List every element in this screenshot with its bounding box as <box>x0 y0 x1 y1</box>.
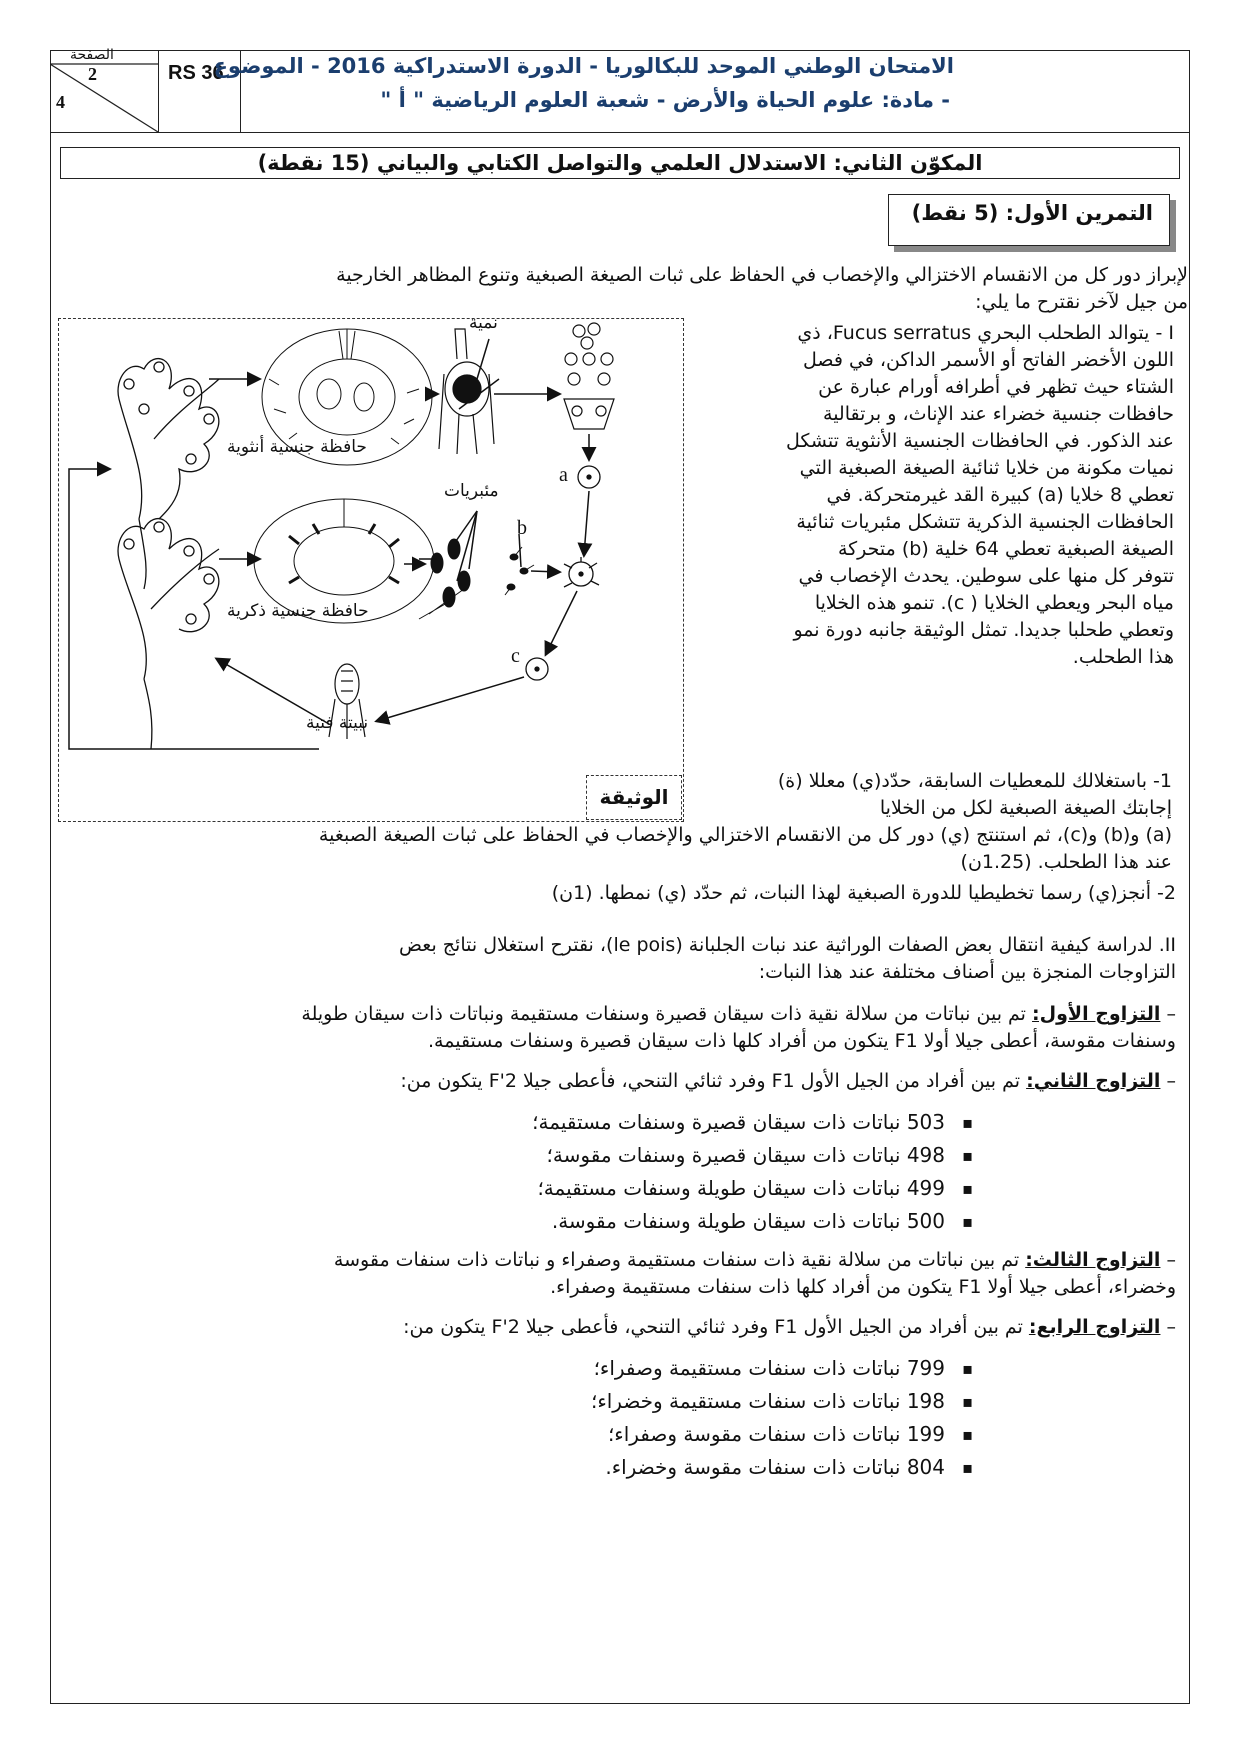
cross4-line1: – التزاوج الرابع: تم بين أفراد من الجيل الأول F1 وفرد ثنائي التنحي، فأعطى جيلا F'2 يتكون من: <box>403 1316 1176 1338</box>
cross4-text: تم بين أفراد من الجيل الأول F1 وفرد ثنائي التنحي، فأعطى جيلا F'2 يتكون من: <box>403 1316 1023 1338</box>
cycle-arrows <box>69 339 589 749</box>
part1-line: الشتاء حيث تظهر في أطرافه أورام عبارة عن <box>818 376 1174 398</box>
part1-line: وتعطي طحلبا جديدا. تمثل الوثيقة جانبه دورة نمو <box>793 619 1174 641</box>
list-item: ▪ 199 نباتات ذات سنفات مقوسة وصفراء؛ <box>275 1418 975 1451</box>
cross1-line1: – التزاوج الأول: تم بين نباتات من سلالة نقية ذات سيقان قصيرة وسنفات مستقيمة ونباتات ذات سيقان طويلة <box>301 1003 1176 1025</box>
cross3-text: تم بين نباتات من سلالة نقية ذات سنفات مستقيمة وصفراء و نباتات ذات سنفات مقوسة <box>333 1249 1020 1271</box>
question1-line1: 1- باستغلالك للمعطيات السابقة، حدّد(ي) معللا (ة) <box>777 770 1172 792</box>
page-total: 4 <box>56 92 65 112</box>
exam-code: RS 36 <box>168 62 224 84</box>
part1-line: الصيغة الصبغية تعطي 64 خلية (b) متحركة <box>837 538 1174 560</box>
eggs-illustration <box>564 323 614 429</box>
cross2-line1: – التزاوج الثاني: تم بين أفراد من الجيل الأول F1 وفرد ثنائي التنحي، فأعطى جيلا F'2 يتكون من: <box>400 1070 1176 1092</box>
life-cycle-diagram <box>59 319 685 823</box>
part1-line: حافظات جنسية خضراء عند الإناث، و برتقالية <box>823 403 1174 425</box>
question1-line2: إجابتك الصيغة الصبغية لكل من الخلايا <box>879 797 1172 819</box>
list-item: ▪ 498 نباتات ذات سيقان قصيرة وسنفات مقوسة؛ <box>275 1139 975 1172</box>
cross2-results <box>275 1106 975 1238</box>
label-c: c <box>511 645 520 667</box>
page-number-box <box>50 47 159 132</box>
list-item: ▪ 503 نباتات ذات سيقان قصيرة وسنفات مستقيمة؛ <box>275 1106 975 1139</box>
list-item: ▪ 198 نباتات ذات سنفات مستقيمة وخضراء؛ <box>275 1385 975 1418</box>
section-title: المكوّن الثاني: الاستدلال العلمي والتواصل الكتابي والبياني (15 نقطة) <box>60 147 1180 179</box>
question1-line3: (a) و(b) و(c)، ثم استنتج (ي) دور كل من الانقسام الاختزالي والإخصاب في الحفاظ على ثبات الصيغة الصبغية <box>318 824 1172 846</box>
cross2-title: التزاوج الثاني: <box>1026 1070 1161 1092</box>
question2: 2- أنجز(ي) رسما تخطيطيا للدورة الصبغية لهذا النبات، ثم حدّد (ي) نمطها. (1ن) <box>551 882 1176 904</box>
cross1-text: تم بين نباتات من سلالة نقية ذات سيقان قصيرة وسنفات مستقيمة ونباتات ذات سيقان طويلة <box>301 1003 1026 1025</box>
label-male-conceptacle: حافظة جنسية ذكرية <box>227 601 369 621</box>
cross3-line1: – التزاوج الثالث: تم بين نباتات من سلالة نقية ذات سنفات مستقيمة وصفراء و نباتات ذات سنفات مقوسة <box>333 1249 1176 1271</box>
life-cycle-figure <box>58 313 684 822</box>
label-a: a <box>559 464 568 486</box>
antheridia-illustration <box>419 539 470 619</box>
cell-a <box>578 466 600 488</box>
intro-line2: من جيل لآخر نقترح ما يلي: <box>975 291 1188 313</box>
list-item: ▪ 804 نباتات ذات سنفات مقوسة وخضراء. <box>275 1451 975 1484</box>
intro-line1: لإبراز دور كل من الانقسام الاختزالي والإخصاب في الحفاظ على ثبات الصيغة الصبغية وتنوع المظاهر الخارجية <box>336 264 1188 286</box>
part1-line: هذا الطحلب. <box>1072 646 1174 668</box>
cross3-title: التزاوج الثالث: <box>1025 1249 1161 1271</box>
part1-line: الحافظات الجنسية الذكرية تتشكل مئبريات ثنائية <box>796 511 1174 533</box>
part2-line2: التزاوجات المنجزة بين أصناف مختلفة عند هذا النبات: <box>758 961 1176 983</box>
cross4-results <box>275 1352 975 1484</box>
list-item: ▪ 799 نباتات ذات سنفات مستقيمة وصفراء؛ <box>275 1352 975 1385</box>
cell-c <box>526 658 548 680</box>
cross4-title: التزاوج الرابع: <box>1028 1316 1161 1338</box>
part1-line: I - يتوالد الطحلب البحري Fucus serratus، ذي <box>797 322 1174 344</box>
page-label: الصفحة <box>70 47 114 63</box>
page-number: 2 <box>88 64 97 84</box>
label-antheridia: مئبريات <box>444 481 499 501</box>
female-alga-illustration <box>118 359 219 589</box>
label-young-plant: نبيتة فتية <box>306 713 369 733</box>
part1-paragraph <box>694 320 1174 671</box>
part1-line: تعطي 8 خلايا (a) كبيرة القد غيرمتحركة. في <box>826 484 1174 506</box>
part1-line: عند الذكور. في الحافظات الجنسية الأنثوية تتشكل <box>786 430 1174 452</box>
part1-line: اللون الأخضر الفاتح أو الأسمر الداكن، في فصل <box>802 349 1174 371</box>
cross1-title: التزاوج الأول: <box>1032 1003 1161 1025</box>
part2-line1: II. لدراسة كيفية انتقال بعض الصفات الوراثية عند نبات الجلبانة (le pois)، نقترح استغلال نتائج بعض <box>399 934 1176 956</box>
exercise-title: التمرين الأول: (5 نقط) <box>888 194 1170 246</box>
list-item: ▪ 499 نباتات ذات سيقان طويلة وسنفات مستقيمة؛ <box>275 1172 975 1205</box>
exam-title-line2: - مادة: علوم الحياة والأرض - شعبة العلوم الرياضية " أ " <box>380 88 950 112</box>
cross3-line2: وخضراء، أعطى جيلا أولا F1 يتكون من أفراد كلها ذات سنفات مستقيمة وصفراء. <box>550 1276 1176 1298</box>
cross2-text: تم بين أفراد من الجيل الأول F1 وفرد ثنائي التنحي، فأعطى جيلا F'2 يتكون من: <box>400 1070 1021 1092</box>
part1-line: نميات مكونة من خلايا ثنائية الصيغة الصبغية التي <box>799 457 1174 479</box>
label-female-conceptacle: حافظة جنسية أنثوية <box>227 437 367 457</box>
list-item: ▪ 500 نباتات ذات سيقان طويلة وسنفات مقوسة. <box>275 1205 975 1238</box>
part1-line: مياه البحر ويعطي الخلايا ( c). تنمو هذه الخلايا <box>814 592 1174 614</box>
question1-line4: عند هذا الطحلب. (1.25ن) <box>960 851 1172 873</box>
label-nemia: نمية <box>469 313 498 333</box>
exam-title-line1: الامتحان الوطني الموحد للبكالوريا - الدورة الاستدراكية 2016 - الموضوع <box>213 54 954 78</box>
cross1-line2: وسنفات مقوسة، أعطى جيلا أولا F1 يتكون من أفراد كلها ذات سيقان قصيرة وسنفات مستقيمة. <box>428 1030 1176 1052</box>
label-b: b <box>517 517 527 539</box>
part1-line: تتوفر كل منها على سوطين. يحدث الإخصاب في <box>798 565 1174 587</box>
male-alga-illustration <box>118 519 219 749</box>
zygote-cell <box>564 557 599 587</box>
figure-caption: الوثيقة <box>586 775 682 820</box>
